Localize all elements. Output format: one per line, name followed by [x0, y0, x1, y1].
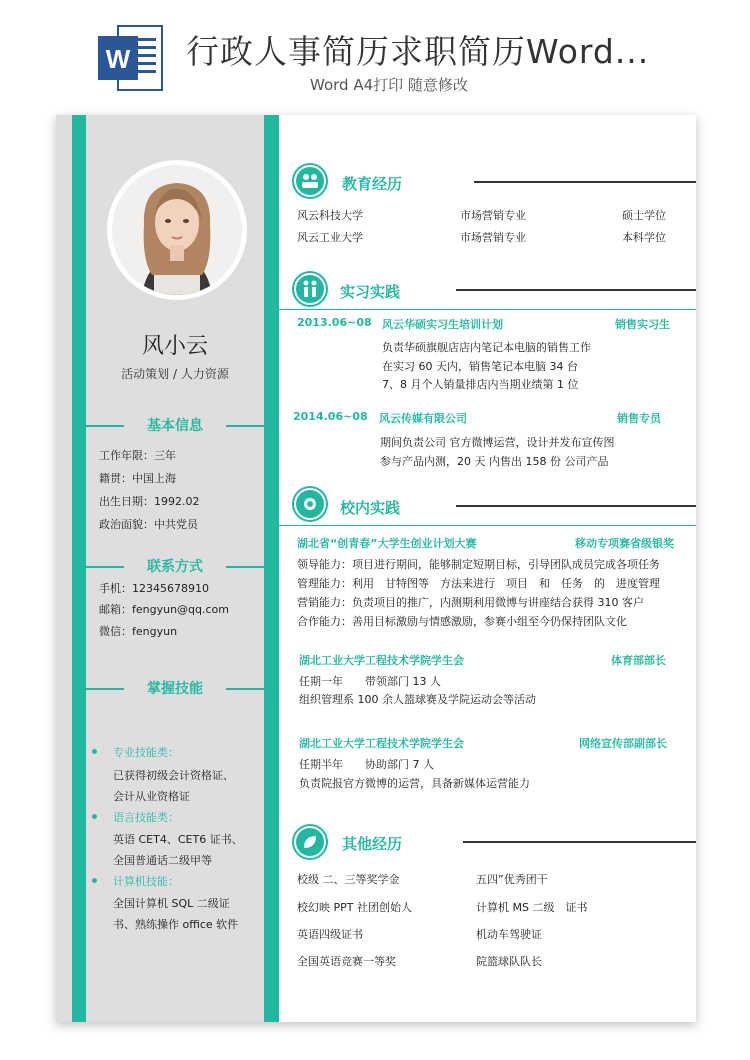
other-item: 校级 二、三等奖学金 — [297, 873, 400, 886]
campus-detail: 负责院报官方微博的运营，具备新媒体运营能力 — [299, 777, 530, 790]
info-hometown: 籍贯：中国上海 — [99, 472, 176, 485]
intern-date: 2014.06~08 — [293, 410, 368, 423]
internship-heading: 实习实践 — [340, 283, 401, 301]
campus-detail: 营销能力：负责项目的推广，内测期利用微博与讲座结合获得 310 客户 — [297, 596, 644, 609]
skill-category: 计算机技能： — [113, 875, 179, 888]
other-item: 计算机 MS 二级 证书 — [476, 901, 588, 914]
campus-detail: 领导能力：项目进行期间，能够制定短期目标，引导团队成员完成各项任务 — [297, 558, 660, 571]
intern-org: 风云传媒有限公司 — [379, 412, 467, 425]
contact-heading: 联系方式 — [86, 556, 264, 576]
campus-title: 体育部部长 — [611, 654, 666, 667]
intern-title: 销售专员 — [617, 412, 661, 425]
edu-degree: 硕士学位 — [622, 209, 666, 222]
info-political: 政治面貌：中共党员 — [99, 518, 198, 531]
other-item: 五四”优秀团干 — [476, 873, 548, 886]
intern-org: 风云华硕实习生培训计划 — [382, 318, 503, 331]
skill-line: 已获得初级会计资格证、 — [113, 769, 234, 782]
skill-line: 书、熟练操作 office 软件 — [113, 918, 239, 931]
info-work-years: 工作年限：三年 — [99, 449, 176, 462]
edu-school: 风云科技大学 — [297, 209, 363, 222]
campus-detail: 任期半年 协助部门 7 人 — [299, 758, 434, 771]
other-item: 院篮球队队长 — [476, 955, 542, 968]
svg-text:W: W — [105, 44, 131, 74]
campus-icon — [294, 488, 326, 520]
info-birthdate: 出生日期：1992.02 — [99, 495, 200, 508]
campus-org: 湖北工业大学工程技术学院学生会 — [299, 737, 464, 750]
skills-heading: 掌握技能 — [86, 678, 264, 698]
contact-wechat: 微信：fengyun — [99, 625, 178, 638]
page-title: 行政人事简历求职简历Word... — [186, 32, 650, 71]
campus-detail: 管理能力：利用 甘特图等 方法来进行 项目 和 任务 的 进度管理 — [297, 577, 660, 590]
campus-detail: 合作能力：善用目标激励与情感激励，参赛小组至今仍保持团队文化 — [297, 615, 627, 628]
intern-detail: 7、8 月个人销量排店内当期业绩第 1 位 — [382, 378, 579, 391]
intern-detail: 期间负责公司 官方微博运营，设计并发布宣传图 — [380, 436, 615, 449]
avatar — [107, 160, 247, 300]
other-item: 全国英语竞赛一等奖 — [297, 955, 396, 968]
avatar-photo-icon — [112, 165, 242, 295]
campus-org: 湖北工业大学工程技术学院学生会 — [299, 654, 464, 667]
intern-detail: 负责华硕旗舰店店内笔记本电脑的销售工作 — [382, 341, 591, 354]
section-divider — [463, 841, 696, 843]
bullet-icon — [92, 878, 97, 883]
skill-category: 语言技能类： — [113, 811, 179, 824]
skill-category: 专业技能类： — [113, 746, 179, 759]
campus-detail: 任期一年 带领部门 13 人 — [299, 675, 441, 688]
accent-bar-right — [264, 115, 279, 1022]
bullet-icon — [92, 749, 97, 754]
candidate-role: 活动策划 / 人力资源 — [121, 367, 229, 381]
campus-detail: 组织管理系 100 余人篮球赛及学院运动会等活动 — [299, 693, 536, 706]
campus-title: 移动专项赛省级银奖 — [575, 537, 674, 550]
campus-title: 网络宣传部副部长 — [579, 737, 667, 750]
other-icon — [294, 826, 326, 858]
internship-icon — [294, 273, 326, 305]
intern-date: 2013.06~08 — [297, 316, 372, 329]
other-heading: 其他经历 — [342, 835, 403, 853]
resume-page — [56, 115, 696, 1022]
section-underline — [279, 309, 696, 310]
intern-title: 销售实习生 — [615, 318, 670, 331]
skill-line: 全国普通话二级甲等 — [113, 854, 212, 867]
skill-line: 英语 CET4、CET6 证书、 — [113, 833, 243, 846]
candidate-name: 风小云 — [141, 334, 208, 359]
skill-line: 会计从业资格证 — [113, 790, 190, 803]
page-subtitle: Word A4打印 随意修改 — [310, 76, 468, 94]
education-icon — [294, 165, 326, 197]
edu-school: 风云工业大学 — [297, 231, 363, 244]
edu-degree: 本科学位 — [622, 231, 666, 244]
accent-bar-left — [72, 115, 86, 1022]
basic-info-heading: 基本信息 — [86, 415, 264, 435]
other-item: 机动车驾驶证 — [476, 928, 542, 941]
contact-phone: 手机：12345678910 — [99, 582, 209, 595]
edu-major: 市场营销专业 — [460, 209, 526, 222]
section-underline — [279, 525, 696, 526]
word-doc-icon — [96, 22, 164, 94]
campus-org: 湖北省“创青春”大学生创业计划大赛 — [297, 537, 477, 550]
other-item: 英语四级证书 — [297, 928, 363, 941]
skill-line: 全国计算机 SQL 二级证 — [113, 897, 230, 910]
bullet-icon — [92, 814, 97, 819]
section-divider — [456, 505, 696, 507]
intern-detail: 在实习 60 天内，销售笔记本电脑 34 台 — [382, 360, 578, 373]
campus-heading: 校内实践 — [340, 499, 401, 517]
edu-major: 市场营销专业 — [460, 231, 526, 244]
other-item: 校幻映 PPT 社团创始人 — [297, 901, 412, 914]
section-divider — [474, 181, 696, 183]
section-divider — [456, 289, 696, 291]
intern-detail: 参与产品内测，20 天 内售出 158 份 公司产品 — [380, 455, 609, 468]
education-heading: 教育经历 — [342, 175, 403, 193]
contact-email: 邮箱：fengyun@qq.com — [99, 603, 230, 616]
